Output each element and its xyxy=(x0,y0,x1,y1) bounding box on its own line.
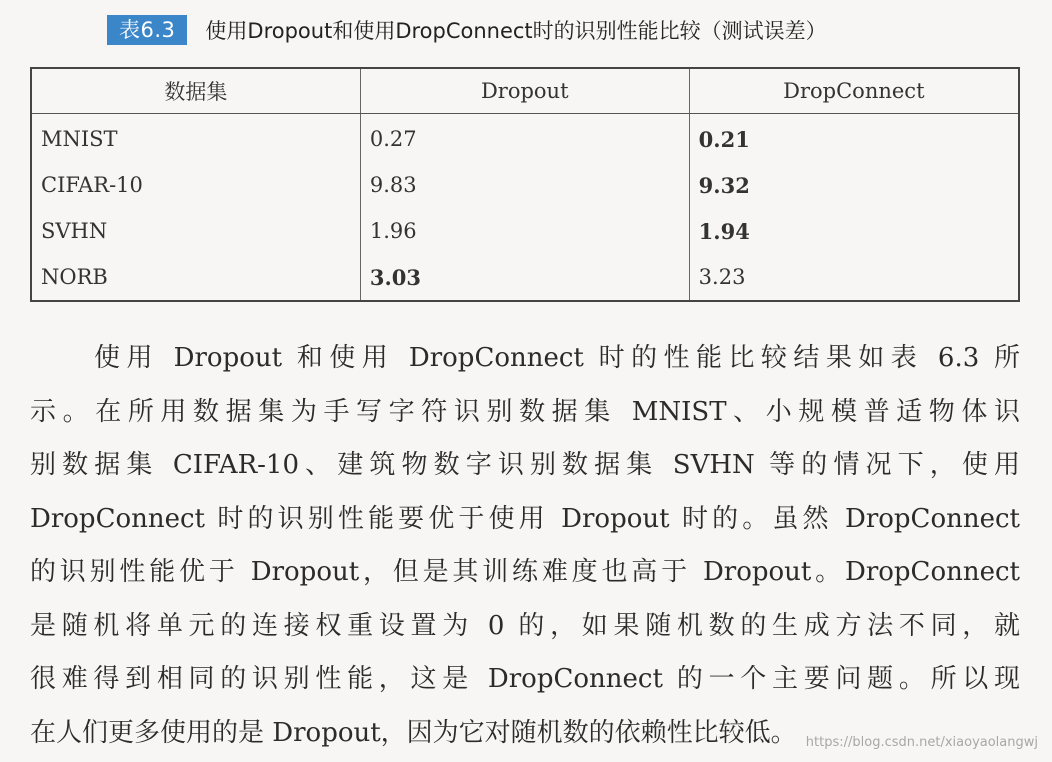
table-row xyxy=(31,254,1019,301)
paragraph-line: 示。在所用数据集为手写字符识别数据集 MNIST、小规模普适物体识 xyxy=(30,396,1020,427)
cell-dataset: NORB xyxy=(41,265,108,289)
header-dataset: 数据集 xyxy=(31,68,360,114)
body-paragraph xyxy=(30,332,1020,760)
cell-dropout: 3.03 xyxy=(360,254,689,301)
comparison-table xyxy=(30,67,1020,302)
cell-dropconnect: 3.23 xyxy=(689,254,1019,301)
table-number-badge: 表6.3 xyxy=(107,15,187,45)
cell-dataset: MNIST xyxy=(41,127,118,151)
cell-dropout: 1.96 xyxy=(360,208,689,254)
paragraph-line: 在人们更多使用的是 Dropout，因为它对随机数的依赖性比较低。 xyxy=(30,717,797,748)
table-header-row xyxy=(31,68,1019,114)
paragraph-line: 别数据集 CIFAR-10、建筑物数字识别数据集 SVHN 等的情况下，使用 xyxy=(30,450,1020,480)
paragraph-line: 的识别性能优于 Dropout，但是其训练难度也高于 Dropout。DropConnect xyxy=(30,557,1020,587)
table-row xyxy=(31,114,1019,163)
paragraph-line: DropConnect 时的识别性能要优于使用 Dropout 时的。虽然 DropConnect xyxy=(30,503,1020,534)
cell-dropout: 0.27 xyxy=(360,114,689,163)
header-dropconnect: DropConnect xyxy=(689,68,1019,114)
paragraph-line: 使用 Dropout 和使用 DropConnect 时的性能比较结果如表 6.3 所 xyxy=(94,343,1020,373)
cell-dataset: SVHN xyxy=(41,219,108,243)
cell-dropconnect: 0.21 xyxy=(689,114,1019,163)
table-caption-title: 使用Dropout和使用DropConnect时的识别性能比较（测试误差） xyxy=(205,19,827,43)
source-watermark: https://blog.csdn.net/xiaoyaolangwj xyxy=(805,735,1038,750)
table-row xyxy=(31,162,1019,208)
paragraph-line: 很难得到相同的识别性能，这是 DropConnect 的一个主要问题。所以现 xyxy=(30,664,1020,694)
table-row xyxy=(31,208,1019,254)
cell-dropconnect: 9.32 xyxy=(689,162,1019,208)
cell-dataset: CIFAR-10 xyxy=(41,173,143,197)
paragraph-line: 是随机将单元的连接权重设置为 0 的，如果随机数的生成方法不同，就 xyxy=(30,610,1020,641)
header-dropout: Dropout xyxy=(360,68,689,114)
cell-dropout: 9.83 xyxy=(360,162,689,208)
cell-dropconnect: 1.94 xyxy=(689,208,1019,254)
table-caption xyxy=(107,10,827,50)
